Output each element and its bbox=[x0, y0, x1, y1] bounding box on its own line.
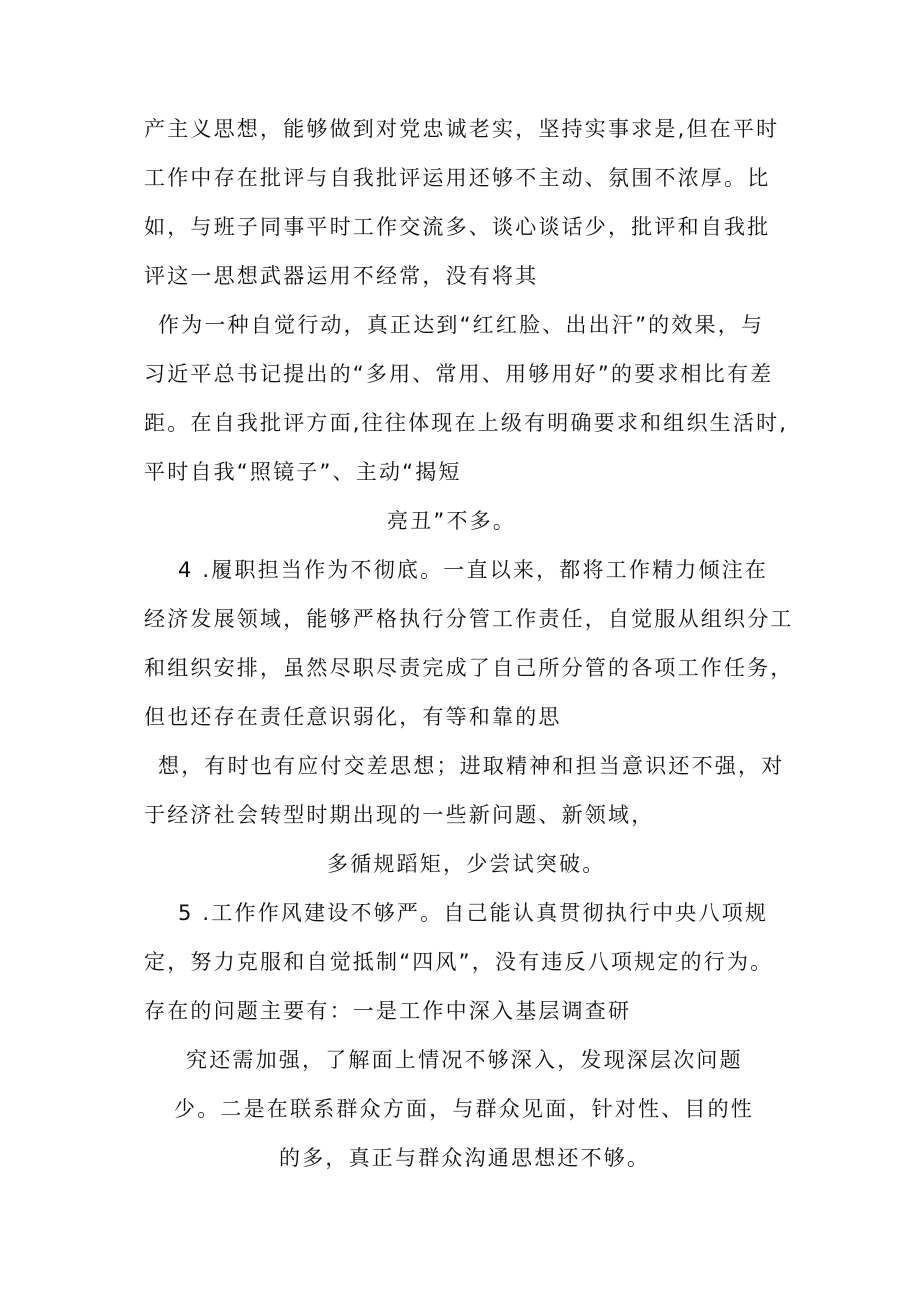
text-line-22: 的多，真正与群众沟通思想还不够。 bbox=[279, 1146, 651, 1170]
text-line-8: 平时自我“照镜子”、主动“揭短 bbox=[144, 460, 462, 484]
text-line-21: 少。二是在联系群众方面，与群众见面，针对性、目的性 bbox=[174, 1097, 754, 1121]
text-line-7: 距。在自我批评方面,往往体现在上级有明确要求和组织生活时, bbox=[144, 411, 789, 435]
text-line-3: 如，与班子同事平时工作交流多、谈心谈话少，批评和自我批 bbox=[144, 215, 771, 239]
text-line-18: 定，努力克服和自觉抵制“四风”，没有违反八项规定的行为。 bbox=[144, 950, 774, 974]
text-line-6: 习近平总书记提出的“多用、常用、用够用好”的要求相比有差 bbox=[144, 362, 774, 386]
text-line-14: 想，有时也有应付交差思想；进取精神和担当意识还不强，对 bbox=[158, 754, 785, 778]
text-line-10: 4 .履职担当作为不彻底。一直以来，都将工作精力倾注在 bbox=[178, 558, 769, 582]
text-line-2: 工作中存在批评与自我批评运用还够不主动、氛围不浓厚。比 bbox=[144, 166, 771, 190]
text-line-16: 多循规蹈矩，少尝试突破。 bbox=[327, 852, 606, 876]
text-line-5: 作为一种自觉行动，真正达到“红红脸、出出汗”的效果，与 bbox=[158, 313, 765, 337]
text-line-4: 评这一思想武器运用不经常，没有将其 bbox=[144, 264, 539, 288]
text-line-13: 但也还存在责任意识弱化，有等和靠的思 bbox=[144, 705, 562, 729]
text-line-9: 亮丑”不多。 bbox=[387, 509, 517, 533]
text-line-19: 存在的问题主要有：一是工作中深入基层调查研 bbox=[144, 999, 632, 1023]
text-line-1: 产主义思想，能够做到对党忠诚老实，坚持实事求是,但在平时 bbox=[144, 117, 780, 141]
text-line-11: 经济发展领域，能够严格执行分管工作责任，自觉服从组织分工 bbox=[144, 607, 794, 631]
text-line-20: 究还需加强，了解面上情况不够深入，发现深层次问题 bbox=[186, 1048, 743, 1072]
text-line-15: 于经济社会转型时期出现的一些新问题、新领域， bbox=[144, 803, 655, 827]
text-line-12: 和组织安排，虽然尽职尽责完成了自己所分管的各项工作任务， bbox=[144, 656, 794, 680]
text-line-17: 5 .工作作风建设不够严。自己能认真贯彻执行中央八项规 bbox=[178, 901, 769, 925]
